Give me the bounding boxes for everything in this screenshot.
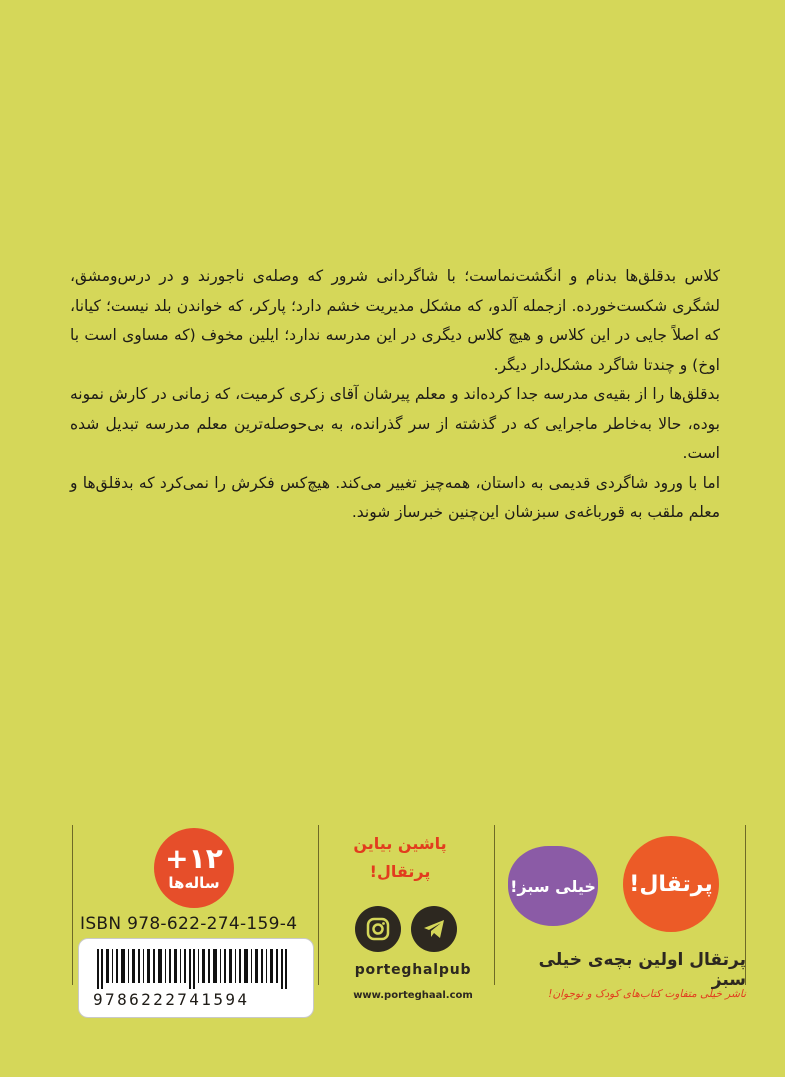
back-cover-blurb xyxy=(70,262,720,528)
divider-middle-left xyxy=(318,825,319,985)
isbn-text: ISBN 978-622-274-159-4 xyxy=(80,914,298,934)
publisher-tagline: پرتقال اولین بچه‌ی خیلی سبز xyxy=(538,950,746,990)
porteghal-logo-text: پرتقال! xyxy=(629,871,713,897)
blurb-paragraph-2: بدقلق‌ها را از بقیه‌ی مدرسه جدا کرده‌اند و معلم پیرشان آقای زکری کرمیت، که زمانی در کارش نمونه بوده، حالا به‌خاطر ماجرایی که در گذشته از سر گذرانده، به بی‌حوصله‌ترین معلم مدرسه تبدیل شده است. xyxy=(70,385,720,462)
slogan-line-1: پاشین بیاین xyxy=(353,834,447,853)
kheili-sabz-logo xyxy=(508,846,598,926)
instagram-icon[interactable] xyxy=(355,906,401,952)
blurb-paragraph-3: اما با ورود شاگردی قدیمی به داستان، همه‌چیز تغییر می‌کند. هیچ‌کس فکرش را نمی‌کرد که بدقلق‌ها و معلم ملقب به قورباغه‌ی سبزشان این‌چنین خبرساز شوند. xyxy=(70,473,720,521)
barcode xyxy=(78,938,314,1018)
barcode-bars-icon xyxy=(91,949,301,989)
slogan xyxy=(330,830,470,886)
social-handle[interactable]: porteghalpub xyxy=(354,962,472,978)
slogan-line-2: پرتقال! xyxy=(369,862,431,881)
website-link[interactable]: www.porteghaal.com xyxy=(353,990,473,1001)
barcode-digits: 9786222741594 xyxy=(93,990,250,1009)
porteghal-logo xyxy=(623,836,719,932)
divider-middle-right xyxy=(494,825,495,985)
age-rating-badge xyxy=(154,828,234,908)
publisher-description: ناشر خیلی متفاوت کتاب‌های کودک و نوجوان! xyxy=(548,988,746,1000)
telegram-icon[interactable] xyxy=(411,906,457,952)
blurb-paragraph-1: کلاس بدقلق‌ها بدنام و انگشت‌نماست؛ با شاگردانی شرور که وصله‌ی ناجورند و در درس‌ومشق، لشگری شکست‌خورده. ازجمله آلدو، که مشکل مدیریت خشم دارد؛ پارکر، که خواندن بلد نیست؛ کیانا، که اصلاً جایی در این کلاس و هیچ کلاس دیگری در این مدرسه ندارد؛ ایلین مخوف (که مساوی است با اوخ) و چندتا شاگرد مشکل‌دار دیگر. xyxy=(70,267,720,374)
kheili-sabz-logo-text: خیلی سبز! xyxy=(510,876,596,896)
divider-left xyxy=(72,825,73,985)
age-rating-number: +۱۲ xyxy=(165,842,223,875)
age-rating-label: ساله‌ها xyxy=(168,874,220,892)
